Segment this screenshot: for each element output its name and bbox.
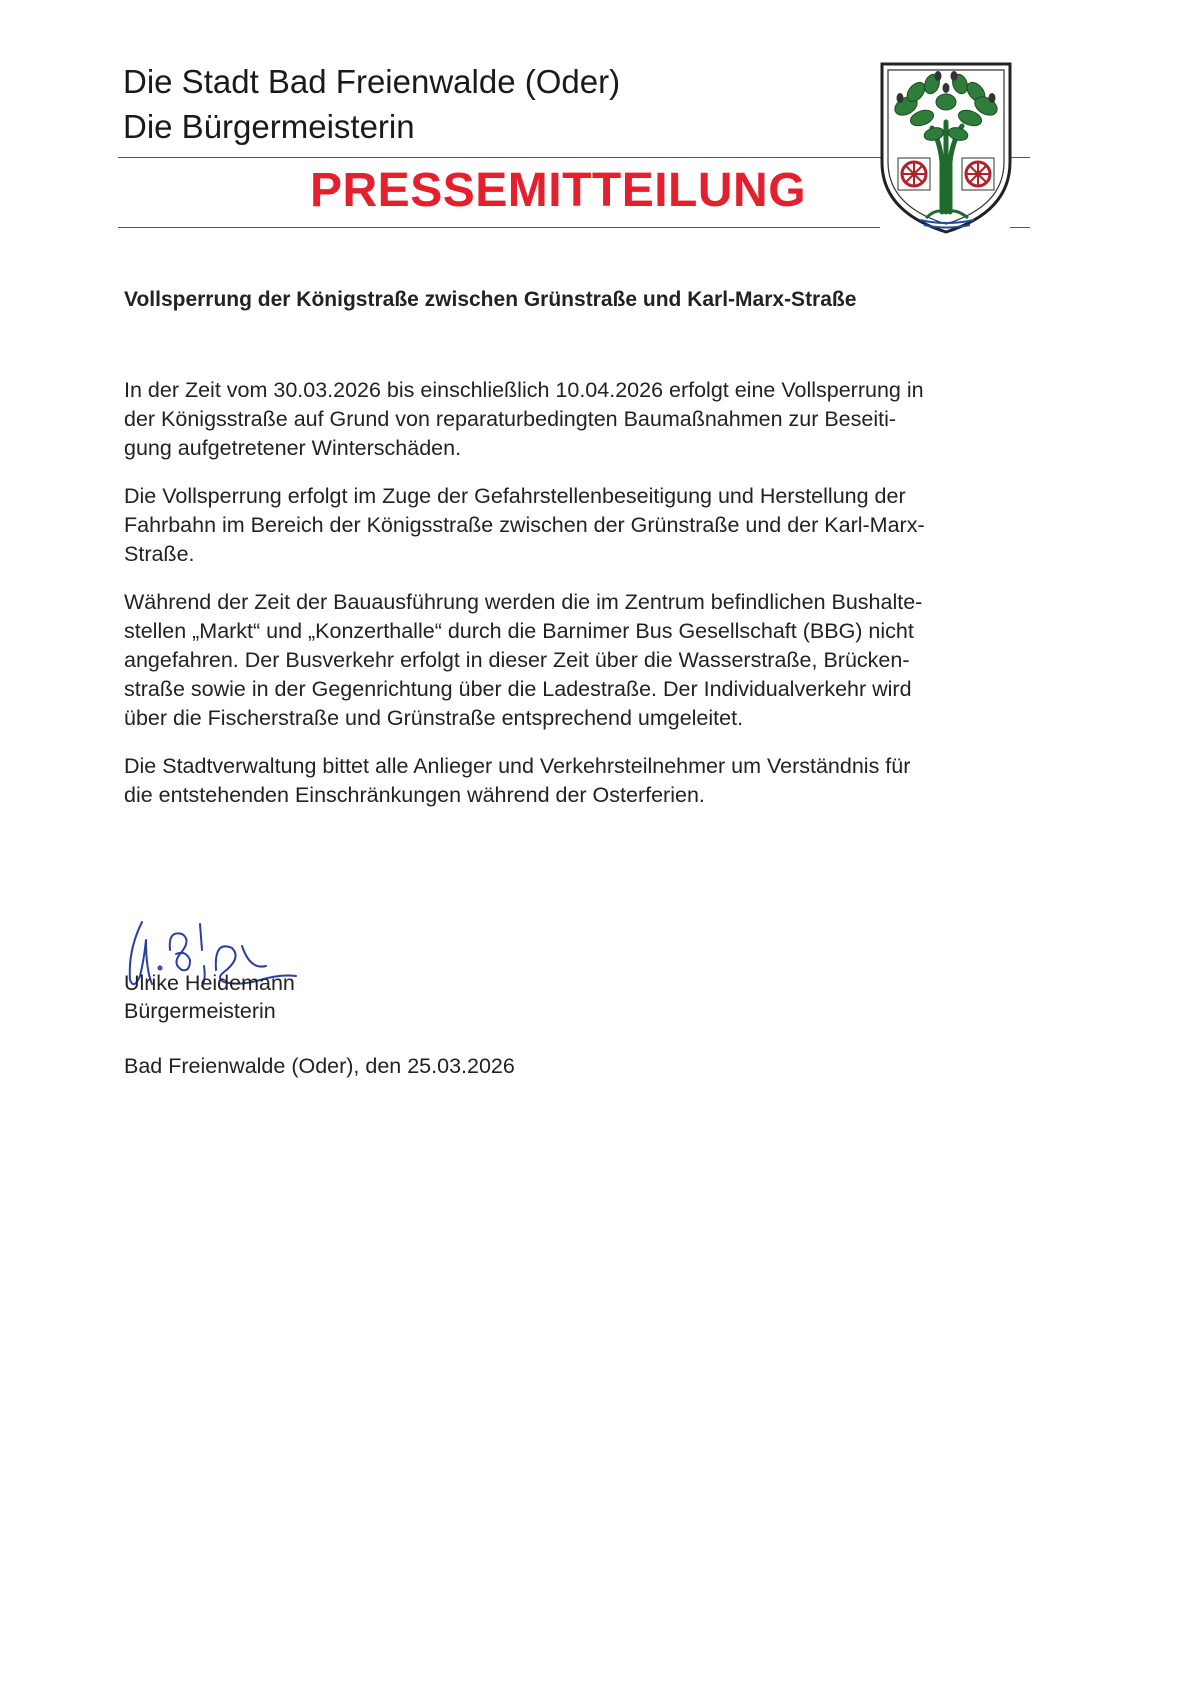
body-line: Während der Zeit der Bauausführung werden die im Zentrum befindlichen Bushalte- bbox=[124, 590, 923, 614]
body-line: Die Stadtverwaltung bittet alle Anlieger und Verkehrsteilnehmer um Verständnis für bbox=[124, 754, 911, 778]
press-release-body bbox=[124, 376, 1024, 829]
body-line: Die Vollsperrung erfolgt im Zuge der Gefahrstellenbeseitigung und Herstellung der bbox=[124, 484, 906, 508]
body-line: angefahren. Der Busverkehr erfolgt in dieser Zeit über die Wasserstraße, Brücken- bbox=[124, 648, 910, 672]
body-paragraph bbox=[124, 588, 1024, 733]
body-paragraph bbox=[124, 376, 1024, 463]
place-and-date: Bad Freienwalde (Oder), den 25.03.2026 bbox=[124, 1054, 515, 1078]
body-line: Straße. bbox=[124, 542, 195, 566]
body-line: stellen „Markt“ und „Konzerthalle“ durch die Barnimer Bus Gesellschaft (BBG) nicht bbox=[124, 619, 914, 643]
body-line: der Königsstraße auf Grund von reparaturbedingten Baumaßnahmen zur Beseiti- bbox=[124, 407, 897, 431]
office-name: Die Bürgermeisterin bbox=[123, 108, 415, 145]
signer-name: Ulrike Heidemann bbox=[124, 971, 295, 995]
body-line: Fahrbahn im Bereich der Königsstraße zwischen der Grünstraße und der Karl-Marx- bbox=[124, 513, 925, 537]
header-divider-bottom bbox=[118, 227, 880, 228]
body-paragraph bbox=[124, 482, 1024, 569]
coat-of-arms-oak-tree-icon bbox=[876, 62, 1016, 234]
body-line: die entstehenden Einschränkungen während der Osterferien. bbox=[124, 783, 705, 807]
press-release-subject: Vollsperrung der Königstraße zwischen Grünstraße und Karl-Marx-Straße bbox=[124, 288, 857, 311]
body-line: über die Fischerstraße und Grünstraße entsprechend umgeleitet. bbox=[124, 706, 744, 730]
body-line: In der Zeit vom 30.03.2026 bis einschließlich 10.04.2026 erfolgt eine Vollsperrung in bbox=[124, 378, 924, 402]
body-line: straße sowie in der Gegenrichtung über die Ladestraße. Der Individualverkehr wird bbox=[124, 677, 912, 701]
body-paragraph bbox=[124, 752, 1024, 810]
body-line: gung aufgetretener Winterschäden. bbox=[124, 436, 462, 460]
city-name: Die Stadt Bad Freienwalde (Oder) bbox=[123, 63, 621, 100]
signer-role: Bürgermeisterin bbox=[124, 999, 276, 1023]
press-release-title: PRESSEMITTEILUNG bbox=[310, 164, 807, 217]
